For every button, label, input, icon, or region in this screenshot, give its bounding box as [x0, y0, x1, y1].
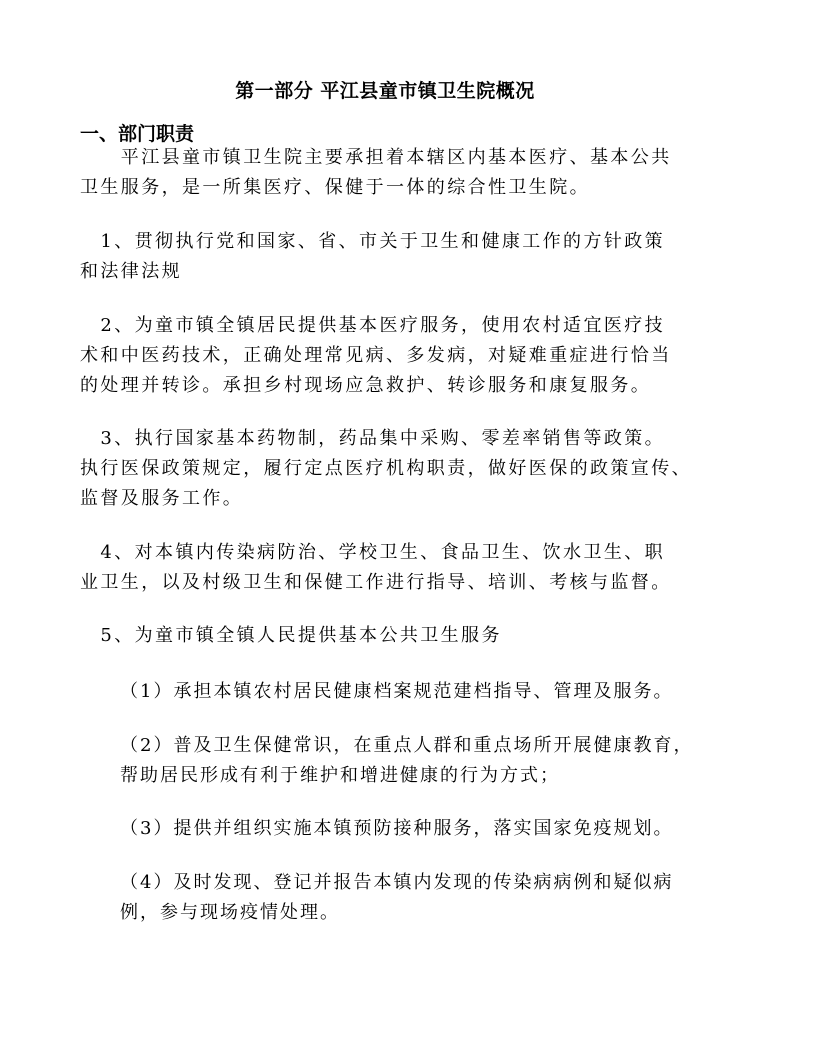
- text-line: 执行医保政策规定，履行定点医疗机构职责，做好医保的政策宣传、: [80, 458, 692, 479]
- text-line: （3）提供并组织实施本镇预防接种服务，落实国家免疫规划。: [120, 818, 674, 839]
- text-line: 帮助居民形成有利于维护和增进健康的行为方式；: [120, 765, 560, 786]
- sub-item-1: [120, 677, 673, 707]
- text-line: 平江县童市镇卫生院主要承担着本辖区内基本医疗、基本公共: [80, 147, 672, 168]
- text-line: （1）承担本镇农村居民健康档案规范建档指导、管理及服务。: [120, 681, 674, 702]
- intro-paragraph: [80, 143, 672, 203]
- sub-item-3: [120, 814, 673, 844]
- duty-item-1: [80, 227, 665, 287]
- text-line: 和法律法规: [80, 261, 182, 282]
- text-line: 监督及服务工作。: [80, 488, 244, 509]
- text-line: 例，参与现场疫情处理。: [120, 902, 340, 923]
- text-line: （2）普及卫生保健常识，在重点人群和重点场所开展健康教育，: [120, 735, 694, 756]
- text-line: 业卫生，以及村级卫生和保健工作进行指导、培训、考核与监督。: [80, 572, 672, 593]
- text-line: 1、贯彻执行党和国家、省、市关于卫生和健康工作的方针政策: [80, 231, 666, 252]
- text-line: 术和中医药技术，正确处理常见病、多发病，对疑难重症进行恰当: [80, 345, 672, 366]
- duty-item-2: [80, 311, 672, 401]
- page-title: 第一部分 平江县童市镇卫生院概况: [235, 80, 535, 102]
- text-line: 4、对本镇内传染病防治、学校卫生、食品卫生、饮水卫生、职: [80, 542, 666, 563]
- sub-item-4: [120, 868, 673, 928]
- sub-item-2: [120, 731, 693, 791]
- text-line: 2、为童市镇全镇居民提供基本医疗服务，使用农村适宜医疗技: [80, 315, 666, 336]
- duty-item-4: [80, 538, 672, 598]
- text-line: 的处理并转诊。承担乡村现场应急救护、转诊服务和康复服务。: [80, 375, 652, 396]
- section-heading: 一、部门职责: [80, 123, 195, 145]
- duty-item-5: [80, 621, 502, 651]
- text-line: 卫生服务，是一所集医疗、保健于一体的综合性卫生院。: [80, 177, 590, 198]
- duty-item-3: [80, 424, 692, 514]
- text-line: 5、为童市镇全镇人民提供基本公共卫生服务: [80, 625, 502, 646]
- text-line: 3、执行国家基本药物制，药品集中采购、零差率销售等政策。: [80, 428, 666, 449]
- text-line: （4）及时发现、登记并报告本镇内发现的传染病病例和疑似病: [120, 872, 674, 893]
